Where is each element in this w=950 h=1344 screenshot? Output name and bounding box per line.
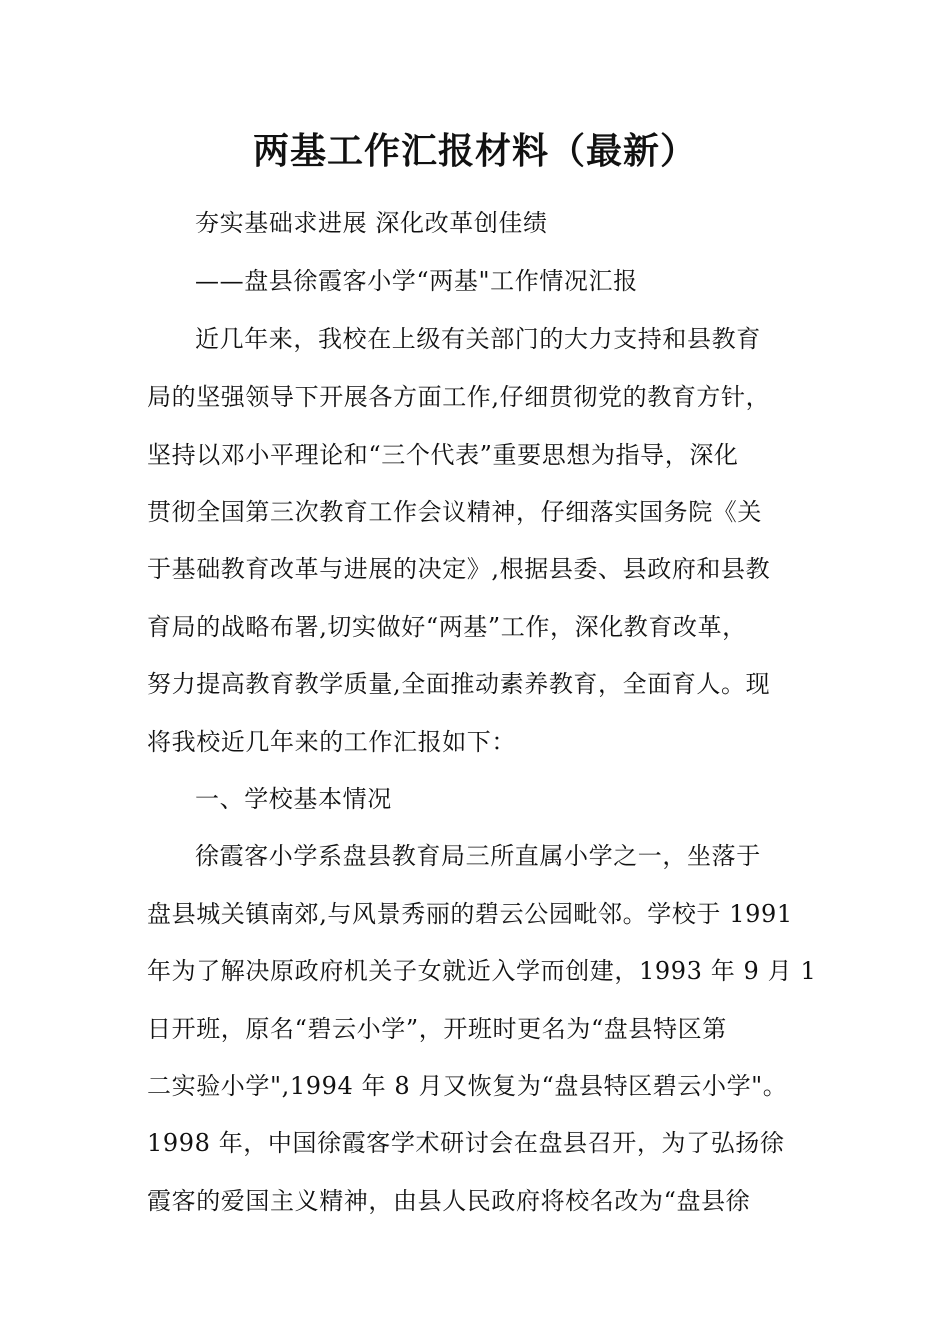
paragraph-line: 盘县城关镇南郊,与风景秀丽的碧云公园毗邻。学校于 1991 xyxy=(147,900,793,928)
paragraph-line: 坚持以邓小平理论和“三个代表”重要思想为指导，深化 xyxy=(147,441,739,469)
paragraph-line: 局的坚强领导下开展各方面工作,仔细贯彻党的教育方针， xyxy=(147,383,771,411)
paragraph-line: 年为了解决原政府机关子女就近入学而创建，1993 年 9 月 1 xyxy=(147,957,817,985)
paragraph-line: 霞客的爱国主义精神，由县人民政府将校名改为“盘县徐 xyxy=(147,1187,751,1215)
subtitle-line: 夯实基础求进展 深化改革创佳绩 xyxy=(195,209,548,237)
paragraph-line: 于基础教育改革与进展的决定》,根据县委、县政府和县教 xyxy=(147,555,771,583)
paragraph-line: 努力提高教育教学质量,全面推动素养教育，全面育人。现 xyxy=(147,670,771,698)
paragraph-line: 育局的战略布署,切实做好“两基”工作，深化教育改革， xyxy=(147,613,747,641)
subtitle-line: ——盘县徐霞客小学“两基"工作情况汇报 xyxy=(195,267,638,295)
section-heading: 一、学校基本情况 xyxy=(195,785,392,813)
paragraph-line: 将我校近几年来的工作汇报如下： xyxy=(147,728,516,756)
paragraph-line: 1998 年，中国徐霞客学术研讨会在盘县召开，为了弘扬徐 xyxy=(147,1129,785,1157)
paragraph-line: 二实验小学",1994 年 8 月又恢复为“盘县特区碧云小学"。 xyxy=(147,1072,788,1100)
paragraph-line: 徐霞客小学系盘县教育局三所直属小学之一，坐落于 xyxy=(195,842,761,870)
document-title: 两基工作汇报材料（最新） xyxy=(252,130,697,172)
paragraph-line: 近几年来，我校在上级有关部门的大力支持和县教育 xyxy=(195,325,761,353)
paragraph-line: 日开班，原名“碧云小学”，开班时更名为“盘县特区第 xyxy=(147,1015,727,1043)
paragraph-line: 贯彻全国第三次教育工作会议精神，仔细落实国务院《关 xyxy=(147,498,762,526)
